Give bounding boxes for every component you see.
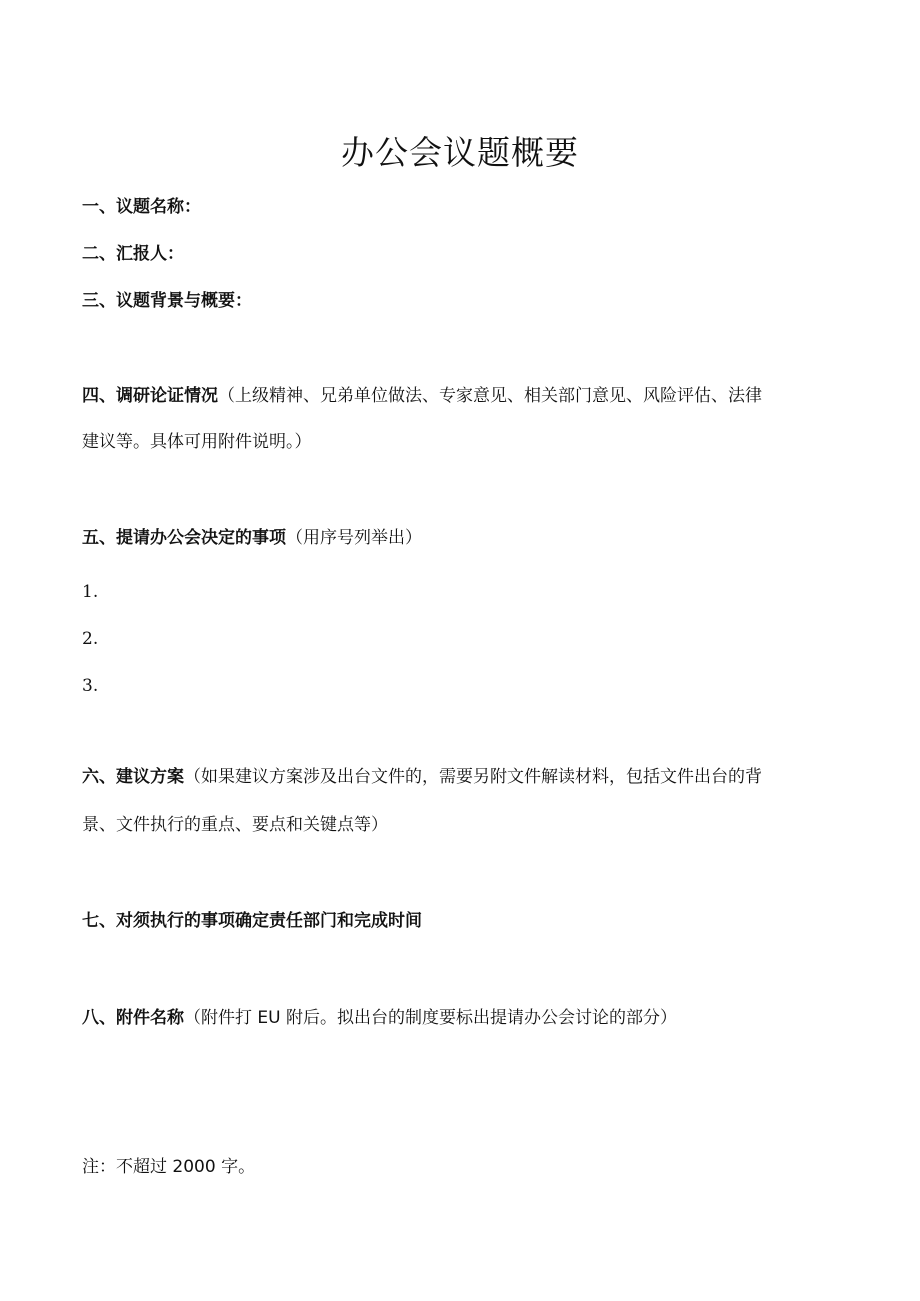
list-item: 2.: [82, 629, 99, 649]
footnote: 注：不超过 2000 字。: [82, 1157, 256, 1177]
section-attachments-heading: 八、附件名称: [82, 1008, 184, 1028]
section-proposal-heading: 六、建议方案: [82, 767, 184, 787]
section-proposal-note-line1: （如果建议方案涉及出台文件的，需要另附文件解读材料，包括文件出台的背: [184, 767, 762, 787]
section-attachments-note: （附件打 EU 附后。拟出台的制度要标出提请办公会讨论的部分）: [184, 1008, 677, 1028]
document-title: 办公会议题概要: [341, 133, 579, 172]
section-decision-items: [82, 526, 842, 550]
section-reporter: 二、汇报人：: [82, 244, 184, 264]
section-decision-note: （用序号列举出）: [286, 528, 422, 548]
section-research: [82, 384, 842, 408]
list-item: 3.: [82, 676, 99, 696]
section-research-note-line2: 建议等。具体可用附件说明。）: [82, 432, 312, 452]
section-decision-heading: 五、提请办公会决定的事项: [82, 528, 286, 548]
section-research-heading: 四、调研论证情况: [82, 386, 218, 406]
section-proposal: [82, 765, 842, 789]
section-responsibility: 七、对须执行的事项确定责任部门和完成时间: [82, 911, 422, 931]
section-background-summary: 三、议题背景与概要：: [82, 291, 252, 311]
section-proposal-note-line2: 景、文件执行的重点、要点和关键点等）: [82, 815, 388, 835]
list-item: 1.: [82, 582, 99, 602]
section-research-note-line1: （上级精神、兄弟单位做法、专家意见、相关部门意见、风险评估、法律: [218, 386, 762, 406]
section-topic-name: 一、议题名称：: [82, 197, 201, 217]
section-attachments: [82, 1006, 842, 1030]
